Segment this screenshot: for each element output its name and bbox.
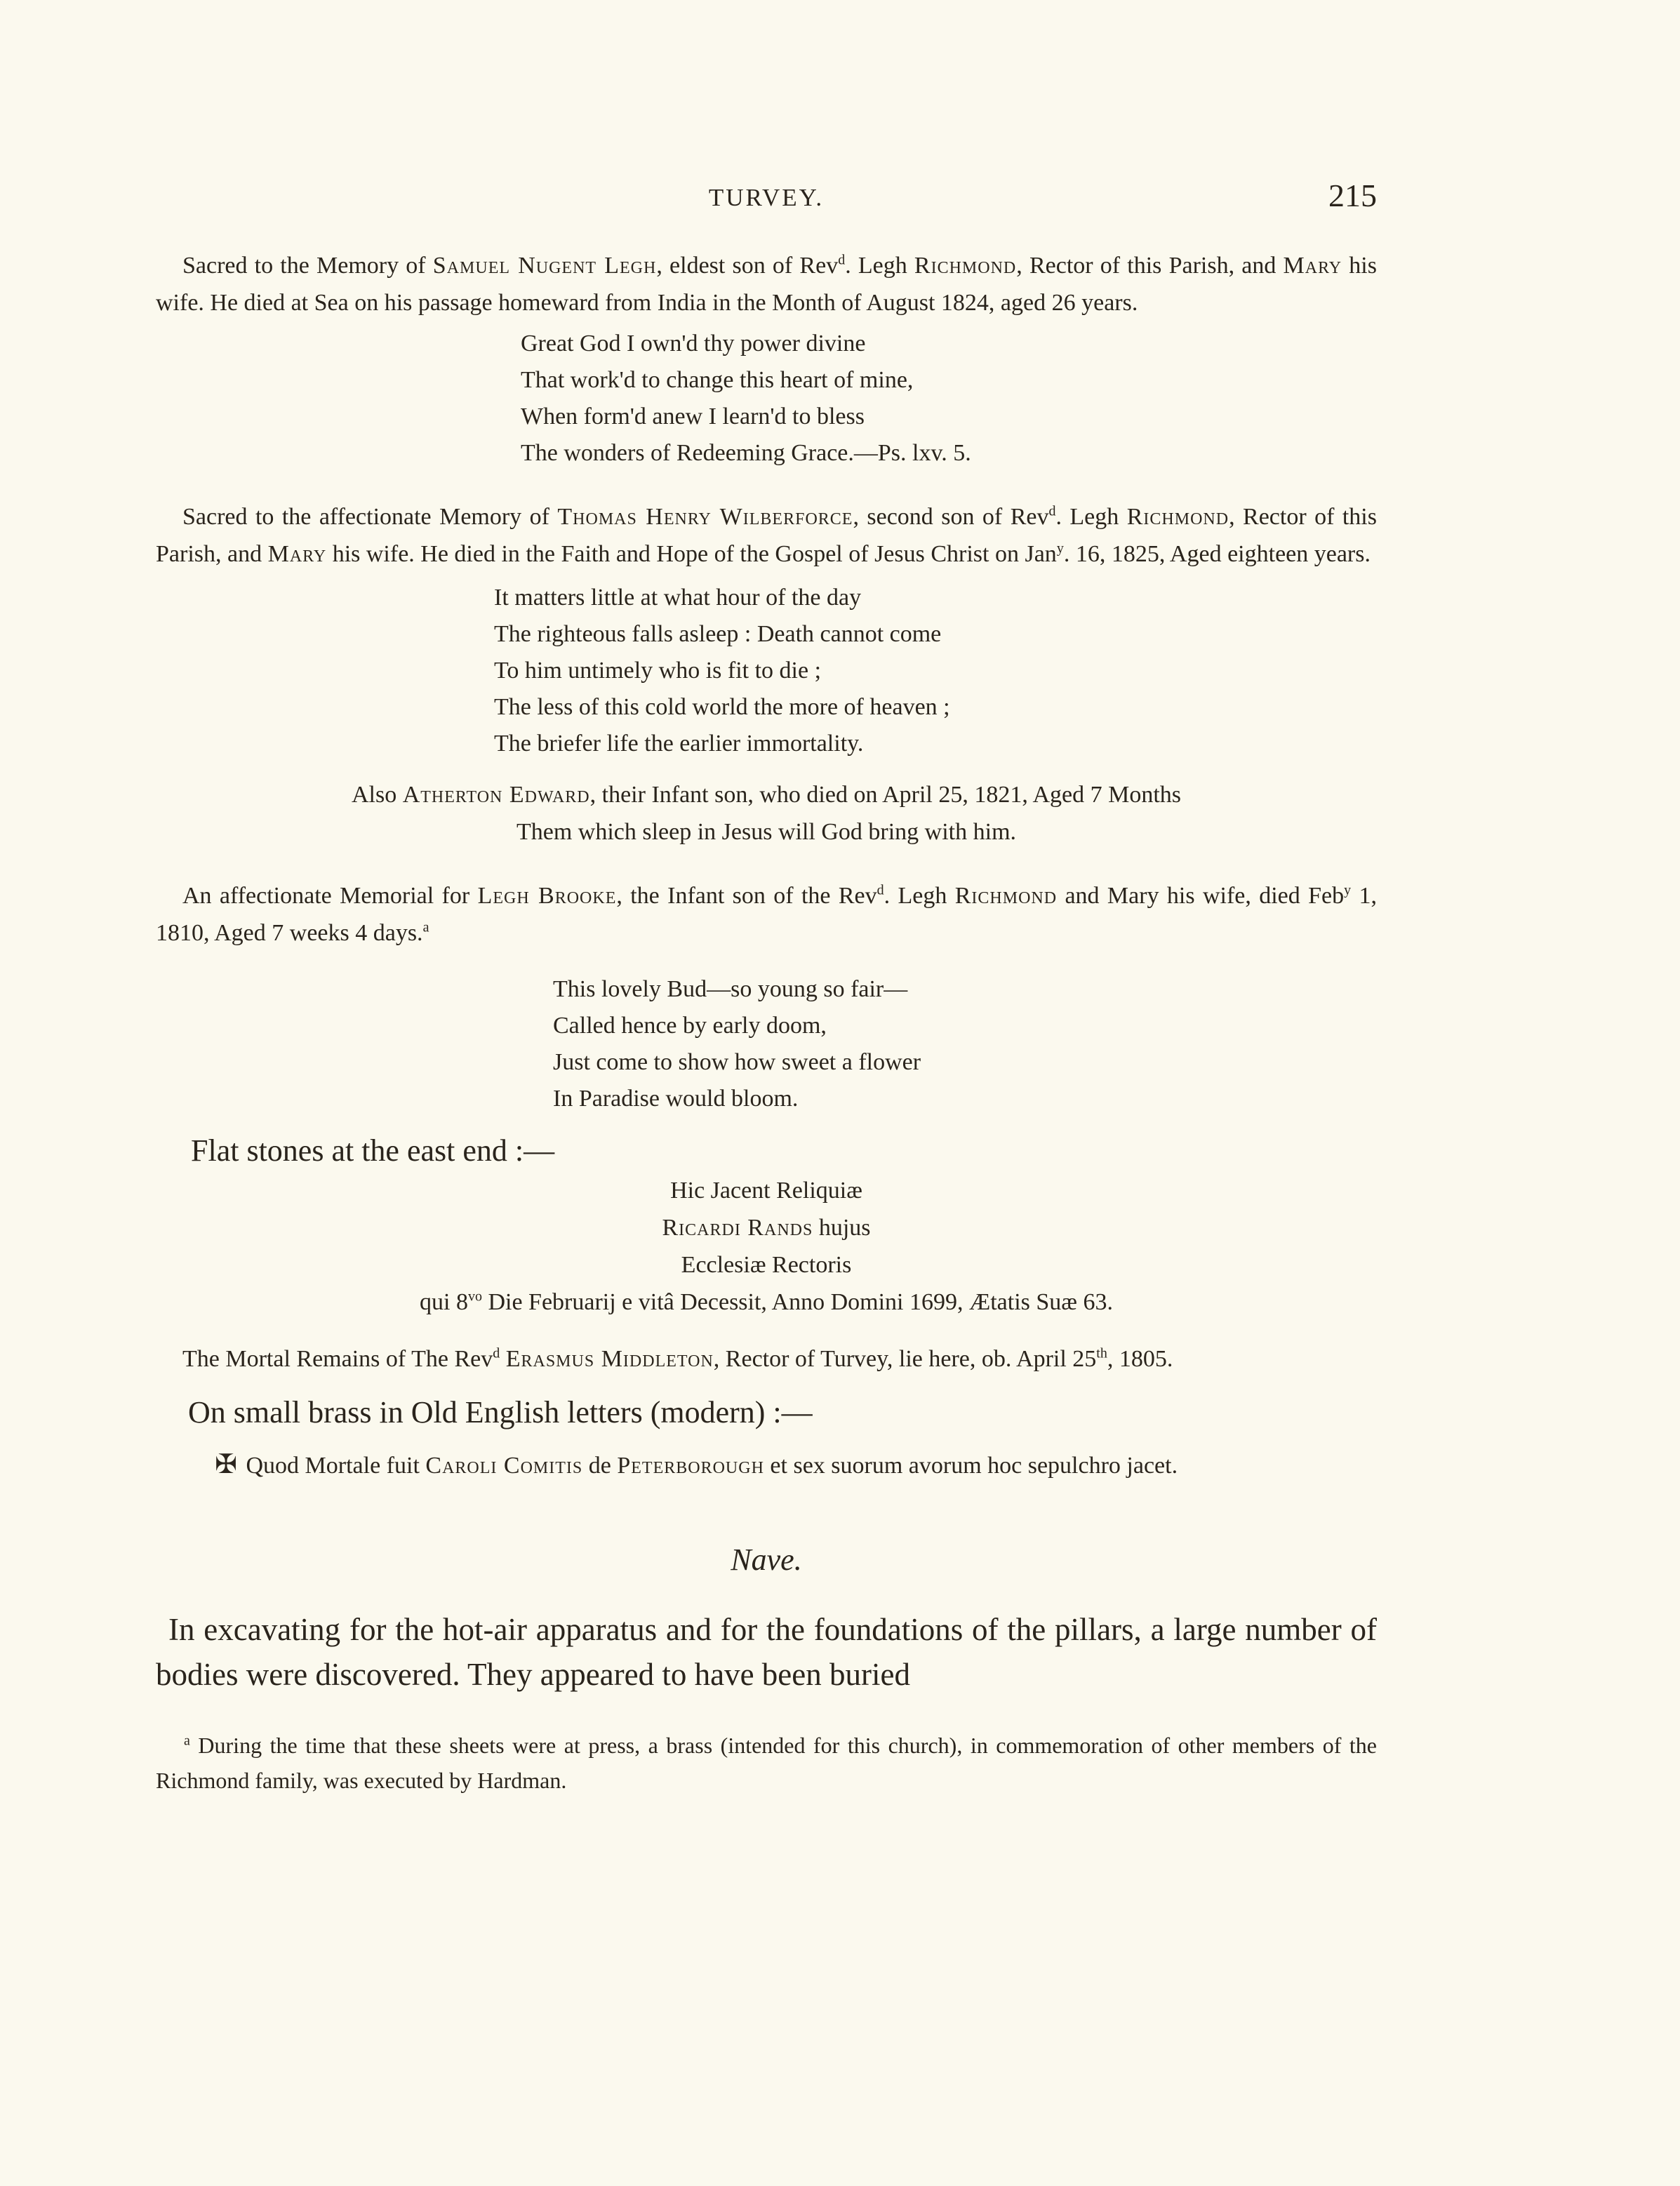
verse-line: When form'd anew I learn'd to bless (521, 404, 865, 429)
verse-line: The righteous falls asleep : Death cannot come (494, 621, 942, 647)
inscription-erasmus-middleton: The Mortal Remains of The Rev$^d$ Erasmus Middleton, Rector of Turvey, lie here, ob. April 25th, 1805. (182, 1345, 1173, 1372)
verse-line: Great God I own'd thy power divine (521, 331, 866, 356)
verse-line: It matters little at what hour of the day (494, 585, 862, 611)
page-header (156, 175, 1377, 220)
verse-entry2 (494, 580, 1377, 762)
verse-line: That work'd to change this heart of mine, (521, 367, 914, 393)
page-number: 215 (1328, 178, 1377, 213)
verse-line: In Paradise would bloom. (553, 1086, 799, 1112)
inscription-thomas-henry-wilberforce: Sacred to the affectionate Memory of Thomas Henry Wilberforce, second son of Rev$^d$. Legh Richmond, Rector of this Parish, and Mary his wife. He died in the Faith and Hope of the Gospel of Jesus Christ on Jan$^y$. 16, 1825, Aged eighteen years. (156, 503, 1377, 567)
footnote-reference: a (422, 919, 429, 935)
cross-pattee-icon: ✠ (215, 1450, 237, 1479)
inscription-ricardi-rands: Hic Jacent Reliquiæ Ricardi Rands hujus Ecclesiæ Rectoris qui $8^{vo}$ Die Februarij e vitâ Decessit, Anno Domini 1699, Ætatis Suæ 63. (420, 1178, 1113, 1315)
running-title: TURVEY. (708, 184, 825, 211)
page (156, 175, 1377, 1798)
footnote-mark: a (184, 1733, 190, 1749)
inscription-atherton-edward: Also Atherton Edward, their Infant son, who died on April 25, 1821, Aged 7 Months Them which sleep in Jesus will God bring with him. (351, 782, 1182, 845)
inscription-samuel-nugent-legh: Sacred to the Memory of Samuel Nugent Legh, eldest son of Rev$^d$. Legh Richmond, Rector of this Parish, and Mary his wife. He died at Sea on his passage homeward from India in the Month of August 1824, aged 26 years. (156, 252, 1377, 316)
section-heading-flat-stones: Flat stones at the east end :— (191, 1133, 555, 1168)
verse-line: This lovely Bud—so young so fair— (553, 976, 908, 1002)
section-heading-nave: Nave. (731, 1542, 802, 1577)
verse-entry3 (553, 971, 1377, 1117)
verse-line: Called hence by early doom, (553, 1013, 827, 1039)
inscription-legh-brooke: An affectionate Memorial for Legh Brooke, the Infant son of the Rev$^d$. Legh Richmond and Mary his wife, died Feb$^y$ 1, 1810, Aged 7 weeks 4 days.$^a$ (156, 882, 1378, 946)
verse-line: Just come to show how sweet a flower (553, 1049, 921, 1075)
verse-entry1 (521, 326, 1377, 472)
nave-paragraph: In excavating for the hot-air apparatus and for the foundations of the pillars, a large number of bodies were discovered. They appeared to have been buried (156, 1612, 1377, 1692)
verse-line: To him untimely who is fit to die ; (494, 658, 822, 684)
verse-line: The less of this cold world the more of heaven ; (494, 694, 950, 720)
verse-line: The briefer life the earlier immortality. (494, 731, 864, 757)
footnote: $^a$ During the time that these sheets were at press, a brass (intended for this church), in commemoration of other members of the Richmond family, was executed by Hardman. (156, 1733, 1377, 1793)
verse-line: The wonders of Redeeming Grace.—Ps. lxv. 5. (521, 440, 971, 466)
inscription-peterborough: ✠ Quod Mortale fuit Caroli Comitis de Peterborough et sex suorum avorum hoc sepulchro jacet. (212, 1446, 1377, 1484)
section-heading-brass: On small brass in Old English letters (modern) :— (188, 1395, 813, 1429)
